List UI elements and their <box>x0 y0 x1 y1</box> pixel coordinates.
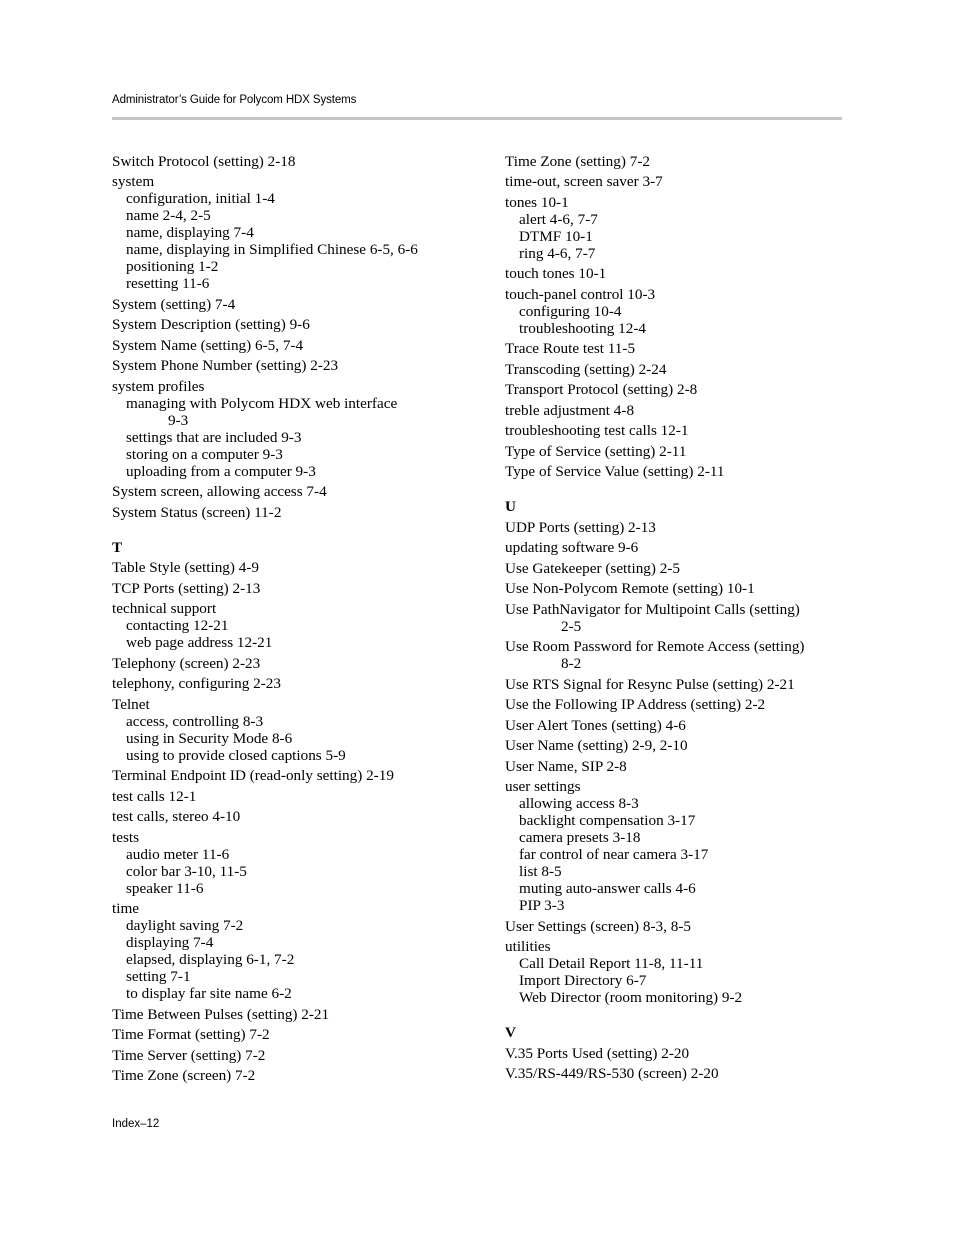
index-term: Use Gatekeeper (setting) 2-5 <box>505 559 681 577</box>
index-subentry: backlight compensation 3-17 <box>519 812 696 829</box>
index-entry <box>505 153 845 170</box>
index-entry <box>505 539 845 556</box>
index-entry <box>505 381 845 398</box>
index-entry <box>505 737 845 754</box>
index-term: touch tones 10-1 <box>505 265 607 282</box>
index-entry <box>112 767 472 784</box>
index-subentry: Import Directory 6-7 <box>519 972 647 989</box>
index-entry <box>505 601 845 635</box>
index-subentry: daylight saving 7-2 <box>126 917 244 934</box>
index-subentry: ring 4-6, 7-7 <box>519 244 596 262</box>
section-letter: T <box>112 538 123 556</box>
index-entry <box>112 829 472 897</box>
index-entry <box>112 173 472 292</box>
index-term: time-out, screen saver 3-7 <box>505 173 663 190</box>
index-entry <box>505 696 845 713</box>
index-term: User Settings (screen) 8-3, 8-5 <box>505 917 691 935</box>
index-entry <box>112 900 472 1002</box>
index-term: treble adjustment 4-8 <box>505 401 635 419</box>
index-term: V.35/RS-449/RS-530 (screen) 2-20 <box>505 1065 719 1082</box>
index-subentry: storing on a computer 9-3 <box>126 445 283 463</box>
index-term: System Description (setting) 9-6 <box>112 316 310 333</box>
index-subentry: positioning 1-2 <box>126 258 219 275</box>
index-entry <box>505 422 845 439</box>
index-subentry: to display far site name 6-2 <box>126 985 292 1002</box>
index-term: Telephony (screen) 2-23 <box>112 654 261 672</box>
index-entry <box>505 1045 845 1062</box>
index-term: user settings <box>505 778 581 795</box>
index-entry <box>505 560 845 577</box>
index-term: System screen, allowing access 7-4 <box>112 483 327 500</box>
index-entry <box>112 153 472 170</box>
index-term: User Name (setting) 2-9, 2-10 <box>505 737 688 754</box>
index-subentry: name 2-4, 2-5 <box>126 207 211 224</box>
index-entry <box>505 717 845 734</box>
index-entry <box>505 580 845 597</box>
index-entry <box>505 361 845 378</box>
index-term: updating software 9-6 <box>505 539 639 556</box>
index-entry <box>112 357 472 374</box>
index-term: test calls 12-1 <box>112 787 197 805</box>
index-term: system <box>112 173 155 190</box>
index-term: User Name, SIP 2-8 <box>505 757 627 775</box>
index-subentry: settings that are included 9-3 <box>126 428 302 446</box>
index-entry <box>112 1006 472 1023</box>
index-term: system profiles <box>112 377 205 395</box>
index-entry <box>505 918 845 935</box>
index-continuation: 9-3 <box>168 411 189 429</box>
index-term: Table Style (setting) 4-9 <box>112 559 259 576</box>
index-subentry: access, controlling 8-3 <box>126 712 264 730</box>
index-term: telephony, configuring 2-23 <box>112 675 281 692</box>
index-subentry: muting auto-answer calls 4-6 <box>519 880 696 897</box>
index-term: Time Zone (screen) 7-2 <box>112 1067 256 1084</box>
index-subentry: displaying 7-4 <box>126 934 214 951</box>
index-entry <box>112 788 472 805</box>
page-number: Index–12 <box>112 1118 160 1130</box>
index-subentry: allowing access 8-3 <box>519 795 639 812</box>
index-term: Type of Service Value (setting) 2-11 <box>505 463 725 480</box>
index-entry <box>505 758 845 775</box>
index-term: Transcoding (setting) 2-24 <box>505 360 667 378</box>
index-term: Switch Protocol (setting) 2-18 <box>112 152 296 170</box>
index-term: Transport Protocol (setting) 2-8 <box>505 381 698 398</box>
index-term: Use RTS Signal for Resync Pulse (setting) 2-21 <box>505 675 795 693</box>
index-entry <box>112 296 472 313</box>
index-term: Time Server (setting) 7-2 <box>112 1046 266 1064</box>
index-term: User Alert Tones (setting) 4-6 <box>505 716 686 734</box>
index-term: time <box>112 900 139 917</box>
index-term: Use Room Password for Remote Access (setting) <box>505 638 805 655</box>
index-term: Time Between Pulses (setting) 2-21 <box>112 1005 330 1023</box>
index-subentry: audio meter 11-6 <box>126 845 230 863</box>
index-term: utilities <box>505 938 551 955</box>
index-entry <box>505 286 845 337</box>
index-entry <box>112 675 472 692</box>
index-subentry: PIP 3-3 <box>519 897 565 914</box>
index-entry <box>505 173 845 190</box>
index-term: System Phone Number (setting) 2-23 <box>112 357 339 374</box>
index-term: Telnet <box>112 695 150 713</box>
index-continuation: 2-5 <box>561 617 582 635</box>
index-term: Time Zone (setting) 7-2 <box>505 152 650 170</box>
index-subentry: color bar 3-10, 11-5 <box>126 862 247 880</box>
index-entry <box>505 340 845 357</box>
index-entry <box>112 600 472 651</box>
index-subentry: uploading from a computer 9-3 <box>126 462 316 480</box>
index-term: Time Format (setting) 7-2 <box>112 1026 270 1043</box>
index-term: Trace Route test 11-5 <box>505 340 636 357</box>
index-term: System Status (screen) 11-2 <box>112 503 282 521</box>
index-subentry: Call Detail Report 11-8, 11-11 <box>519 955 704 972</box>
index-term: V.35 Ports Used (setting) 2-20 <box>505 1044 690 1062</box>
index-entry <box>505 443 845 460</box>
index-subentry: resetting 11-6 <box>126 275 210 292</box>
index-entry <box>505 519 845 536</box>
index-entry <box>505 676 845 693</box>
index-term: UDP Ports (setting) 2-13 <box>505 518 656 536</box>
index-term: tones 10-1 <box>505 193 569 211</box>
index-subentry: configuring 10-4 <box>519 302 622 320</box>
section-letter: V <box>505 1024 516 1041</box>
index-entry <box>112 559 472 576</box>
index-subentry: speaker 11-6 <box>126 879 204 897</box>
index-subentry: troubleshooting 12-4 <box>519 319 646 337</box>
index-entry <box>505 265 845 282</box>
index-subentry: managing with Polycom HDX web interface <box>126 394 398 412</box>
index-term: touch-panel control 10-3 <box>505 285 656 303</box>
index-term: TCP Ports (setting) 2-13 <box>112 579 261 597</box>
index-entry <box>505 194 845 262</box>
index-subentry: DTMF 10-1 <box>519 227 593 245</box>
section-letter: U <box>505 498 516 515</box>
index-entry <box>112 337 472 354</box>
index-column-left <box>112 149 472 1084</box>
index-subentry: list 8-5 <box>519 863 562 880</box>
index-entry <box>505 778 845 914</box>
index-entry <box>112 316 472 333</box>
index-entry <box>112 504 472 521</box>
index-subentry: setting 7-1 <box>126 968 191 985</box>
index-entry <box>112 1026 472 1043</box>
index-subentry: configuration, initial 1-4 <box>126 190 275 207</box>
index-subentry: name, displaying 7-4 <box>126 224 254 241</box>
index-entry <box>112 1067 472 1084</box>
index-subentry: web page address 12-21 <box>126 634 273 651</box>
running-header: Administrator’s Guide for Polycom HDX Systems <box>112 94 357 106</box>
index-term: Use PathNavigator for Multipoint Calls (setting) <box>505 600 800 618</box>
index-term: System (setting) 7-4 <box>112 295 236 313</box>
index-entry <box>505 638 845 672</box>
index-subentry: using in Security Mode 8-6 <box>126 729 293 747</box>
index-subentry: Web Director (room monitoring) 9-2 <box>519 989 743 1006</box>
index-term: tests <box>112 828 140 846</box>
index-entry <box>112 696 472 764</box>
index-entry <box>112 808 472 825</box>
index-subentry: elapsed, displaying 6-1, 7-2 <box>126 951 295 968</box>
index-term: troubleshooting test calls 12-1 <box>505 422 689 439</box>
index-entry <box>112 580 472 597</box>
index-entry <box>112 378 472 480</box>
index-term: System Name (setting) 6-5, 7-4 <box>112 336 304 354</box>
index-subentry: name, displaying in Simplified Chinese 6-5, 6-6 <box>126 241 418 258</box>
index-subentry: alert 4-6, 7-7 <box>519 210 598 228</box>
index-entry <box>112 655 472 672</box>
index-entry <box>505 938 845 1006</box>
index-subentry: camera presets 3-18 <box>519 829 641 846</box>
index-subentry: using to provide closed captions 5-9 <box>126 746 346 764</box>
index-entry <box>112 1047 472 1064</box>
index-column-right <box>505 149 845 1082</box>
index-term: test calls, stereo 4-10 <box>112 808 241 825</box>
index-term: Terminal Endpoint ID (read-only setting) 2-19 <box>112 767 394 784</box>
index-subentry: far control of near camera 3-17 <box>519 846 709 863</box>
index-term: technical support <box>112 600 217 617</box>
index-entry <box>505 1065 845 1082</box>
index-term: Use Non-Polycom Remote (setting) 10-1 <box>505 580 755 597</box>
header-rule <box>112 117 842 120</box>
index-term: Type of Service (setting) 2-11 <box>505 442 687 460</box>
index-entry <box>505 402 845 419</box>
index-entry <box>112 483 472 500</box>
index-term: Use the Following IP Address (setting) 2-2 <box>505 696 766 713</box>
index-subentry: contacting 12-21 <box>126 617 229 634</box>
index-entry <box>505 463 845 480</box>
index-continuation: 8-2 <box>561 655 582 672</box>
